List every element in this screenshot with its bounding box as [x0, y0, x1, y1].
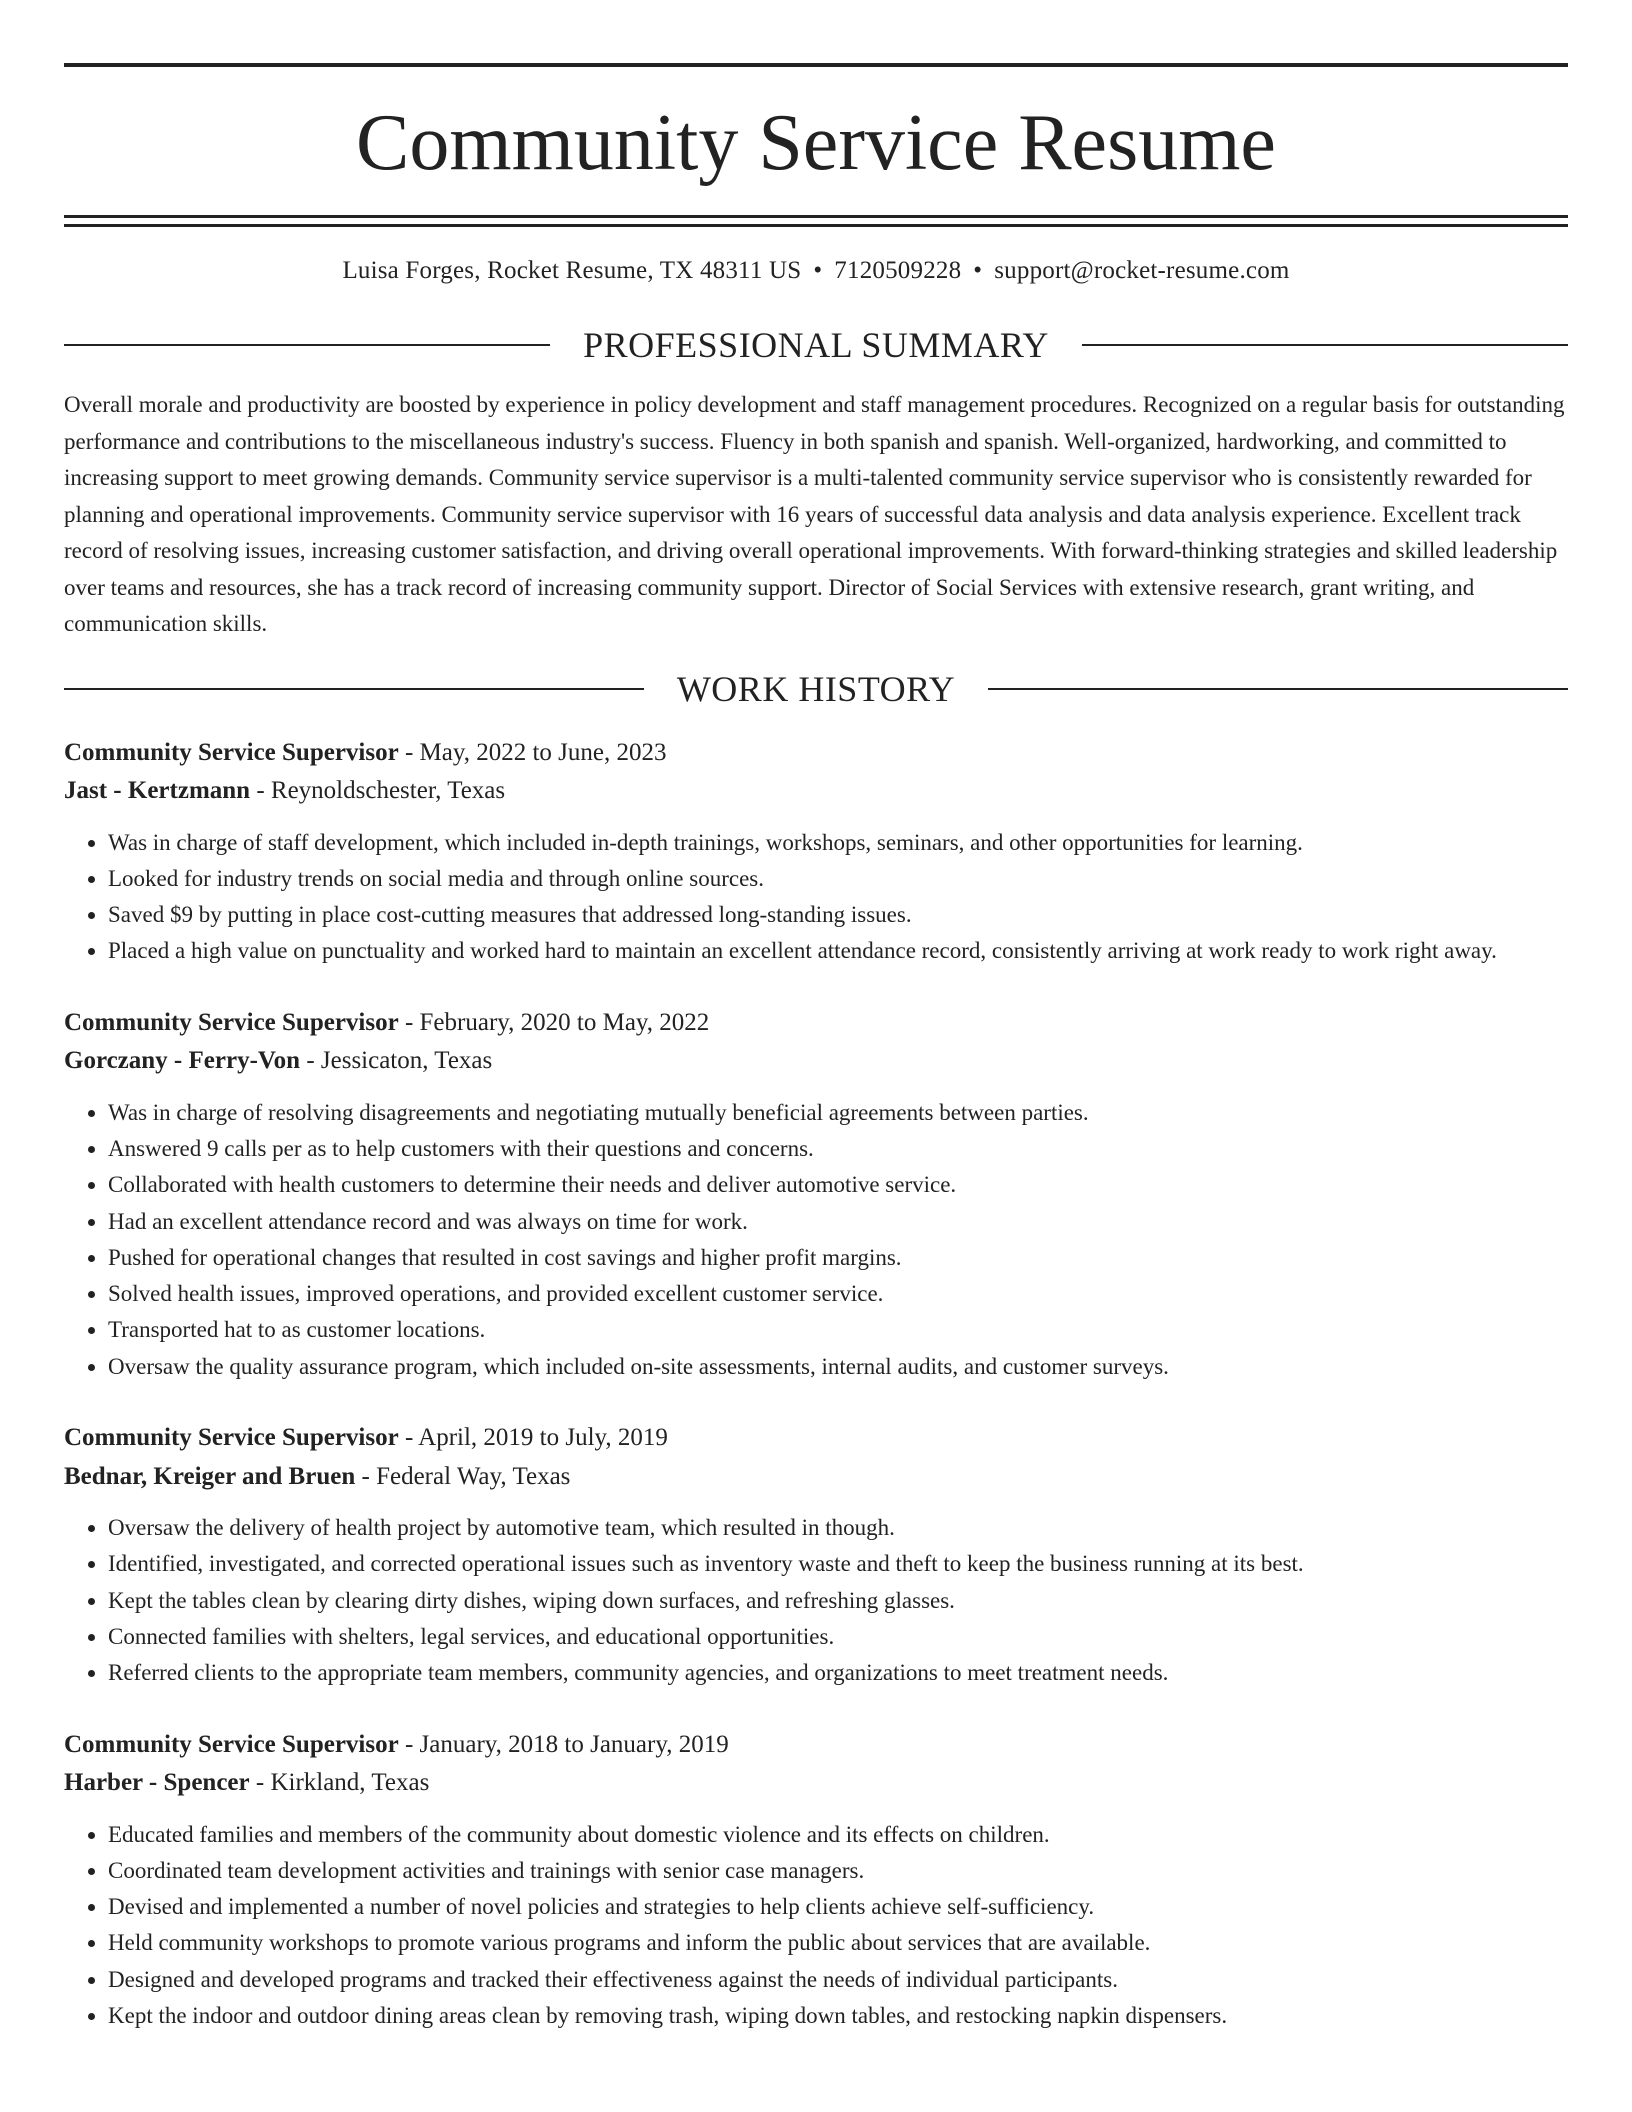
- dash-separator: -: [398, 738, 420, 766]
- heading-rule-left: [64, 344, 550, 346]
- job-bullet-item: • Solved health issues, improved operations, and provided excellent customer service.: [108, 1276, 1568, 1312]
- job-company-line: [64, 1458, 1568, 1497]
- job-title-line: [64, 734, 1568, 773]
- job-bullet-item: • Designed and developed programs and tracked their effectiveness against the needs of individual participants.: [108, 1962, 1568, 1998]
- heading-rule-left: [64, 688, 644, 690]
- job-bullet-item: • Kept the tables clean by clearing dirty dishes, wiping down surfaces, and refreshing glasses.: [108, 1583, 1568, 1619]
- job-title: Community Service Supervisor: [64, 1730, 399, 1758]
- job-entry: [64, 1726, 1568, 2035]
- job-location: Reynoldschester, Texas: [270, 777, 506, 804]
- dash-separator: -: [300, 1047, 321, 1075]
- work-history-heading-label: WORK HISTORY: [676, 668, 956, 709]
- job-entry: [64, 1004, 1568, 1385]
- job-company: Harber - Spencer: [64, 1769, 250, 1797]
- job-bullet-item: • Collaborated with health customers to determine their needs and deliver automotive service.: [108, 1167, 1568, 1203]
- job-company-line: [64, 1764, 1568, 1803]
- job-bullet-item: • Oversaw the quality assurance program, which included on-site assessments, internal audits, and customer surveys.: [108, 1349, 1568, 1385]
- job-company-line: [64, 1042, 1568, 1081]
- contact-line: [64, 254, 1568, 288]
- job-bullet-item: • Pushed for operational changes that resulted in cost savings and higher profit margins.: [108, 1240, 1568, 1276]
- dash-separator: -: [398, 1730, 420, 1758]
- top-rule: [64, 63, 1568, 67]
- job-bullet-item: • Looked for industry trends on social media and through online sources.: [108, 861, 1568, 897]
- job-bullet-item: • Educated families and members of the community about domestic violence and its effects on children.: [108, 1817, 1568, 1853]
- job-dates: January, 2018 to January, 2019: [419, 1730, 729, 1758]
- job-bullet-list: [64, 1095, 1568, 1385]
- job-entry: [64, 1419, 1568, 1691]
- heading-rule-right: [1082, 344, 1568, 346]
- job-title-line: [64, 1726, 1568, 1765]
- summary-text: Overall morale and productivity are boosted by experience in policy development and staff management procedures. Recognized on a regular basis for outstanding performance and contributions to the miscellaneous industry's success. Fluency in both spanish and spanish. Well-organized, hardworking, and committed to increasing support to meet growing demands. Community service supervisor is a multi-talented community service supervisor who is consistently rewarded for planning and operational improvements. Community service supervisor with 16 years of successful data analysis and data analysis experience. Excellent track record of resolving issues, increasing customer satisfaction, and driving overall operational improvements. With forward-thinking strategies and skilled leadership over teams and resources, she has a track record of increasing community support. Director of Social Services with extensive research, grant writing, and communication skills.: [64, 392, 1565, 636]
- job-title: Community Service Supervisor: [64, 1008, 399, 1036]
- job-bullet-item: • Placed a high value on punctuality and worked hard to maintain an excellent attendance record, consistently arriving at work ready to work right away.: [108, 933, 1568, 969]
- contact-email[interactable]: support@rocket-resume.com: [994, 257, 1290, 284]
- job-location: Federal Way, Texas: [376, 1462, 571, 1490]
- job-bullet-item: • Answered 9 calls per as to help customers with their questions and concerns.: [108, 1131, 1568, 1167]
- job-bullet-item: • Saved $9 by putting in place cost-cutting measures that addressed long-standing issues.: [108, 897, 1568, 933]
- job-location: Kirkland, Texas: [270, 1769, 430, 1797]
- job-bullet-item: • Devised and implemented a number of novel policies and strategies to help clients achieve self-sufficiency.: [108, 1889, 1568, 1925]
- dash-separator: -: [249, 1769, 271, 1797]
- heading-rule-right: [988, 688, 1568, 690]
- job-bullet-list: [64, 1817, 1568, 2035]
- job-bullet-item: • Connected families with shelters, legal services, and educational opportunities.: [108, 1619, 1568, 1655]
- contact-separator: •: [973, 257, 983, 284]
- work-history-heading: [64, 669, 1568, 709]
- resume-page: [64, 0, 1568, 2034]
- job-company-line: [64, 772, 1568, 811]
- job-bullet-list: [64, 1510, 1568, 1691]
- job-company: Jast - Kertzmann: [64, 777, 251, 804]
- job-bullet-item: • Was in charge of staff development, which included in-depth trainings, workshops, seminars, and other opportunities for learning.: [108, 825, 1568, 861]
- dash-separator: -: [398, 1008, 420, 1036]
- job-bullet-item: • Identified, investigated, and corrected operational issues such as inventory waste and theft to keep the business running at its best.: [108, 1546, 1568, 1582]
- title-double-rule: [64, 215, 1568, 218]
- job-dates: May, 2022 to June, 2023: [419, 738, 667, 766]
- job-dates: February, 2020 to May, 2022: [419, 1008, 710, 1036]
- job-bullet-item: • Had an excellent attendance record and was always on time for work.: [108, 1204, 1568, 1240]
- job-bullet-item: • Oversaw the delivery of health project by automotive team, which resulted in though.: [108, 1510, 1568, 1546]
- job-location: Jessicaton, Texas: [320, 1047, 493, 1075]
- job-bullet-item: • Was in charge of resolving disagreements and negotiating mutually beneficial agreements between parties.: [108, 1095, 1568, 1131]
- resume-title: Community Service Resume: [356, 99, 1276, 187]
- job-title-line: [64, 1004, 1568, 1043]
- job-title: Community Service Supervisor: [64, 738, 399, 766]
- job-bullet-item: • Kept the indoor and outdoor dining areas clean by removing trash, wiping down tables, and restocking napkin dispensers.: [108, 1998, 1568, 2034]
- job-title: Community Service Supervisor: [64, 1424, 399, 1452]
- job-bullet-item: • Held community workshops to promote various programs and inform the public about services that are available.: [108, 1925, 1568, 1961]
- dash-separator: -: [250, 777, 271, 804]
- job-company: Gorczany - Ferry-Von: [64, 1047, 301, 1075]
- dash-separator: -: [398, 1424, 419, 1452]
- job-dates: April, 2019 to July, 2019: [418, 1424, 668, 1452]
- job-bullet-list: [64, 825, 1568, 970]
- job-bullet-item: • Coordinated team development activities and trainings with senior case managers.: [108, 1853, 1568, 1889]
- dash-separator: -: [355, 1462, 377, 1490]
- contact-address: Luisa Forges, Rocket Resume, TX 48311 US: [342, 257, 802, 284]
- job-title-line: [64, 1419, 1568, 1458]
- summary-heading-label: PROFESSIONAL SUMMARY: [583, 325, 1049, 365]
- job-bullet-item: • Transported hat to as customer locations.: [108, 1312, 1568, 1348]
- job-entry: [64, 734, 1568, 970]
- job-bullet-item: • Referred clients to the appropriate team members, community agencies, and organizations to meet treatment needs.: [108, 1655, 1568, 1691]
- work-history-list: [64, 734, 1568, 2035]
- summary-heading: [64, 325, 1568, 365]
- contact-separator: •: [813, 257, 823, 284]
- job-company: Bednar, Kreiger and Bruen: [64, 1462, 356, 1490]
- contact-phone[interactable]: 7120509228: [834, 257, 962, 284]
